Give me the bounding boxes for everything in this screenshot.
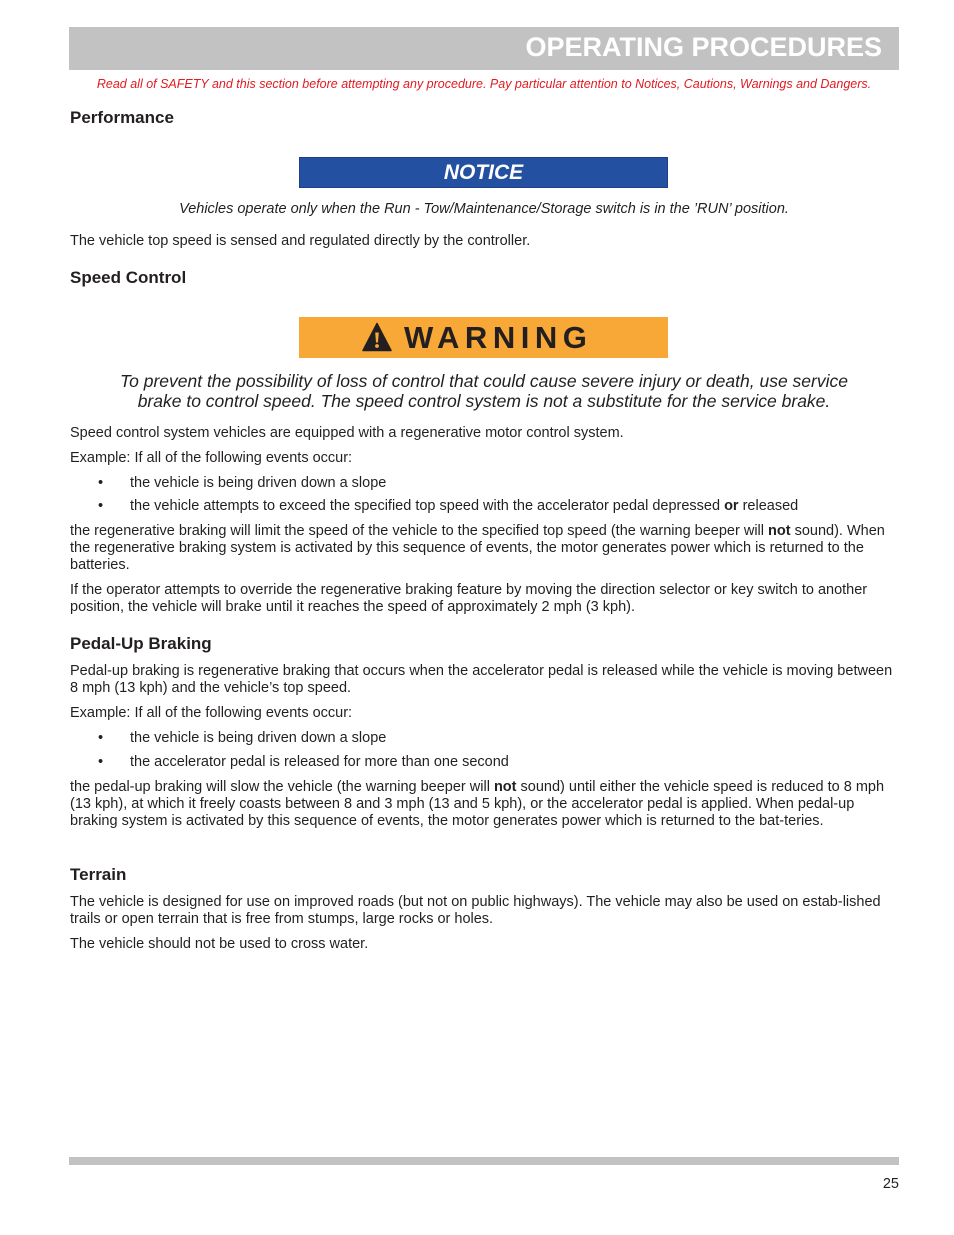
speed-control-p2: Example: If all of the following events occur: — [70, 450, 353, 466]
notice-label: NOTICE — [443, 161, 524, 184]
notice-text: Vehicles operate only when the Run - Tow/Maintenance/Storage switch is in the ’RUN’ position. — [179, 201, 789, 217]
speed-control-p4: If the operator attempts to override the regenerative braking feature by moving the direction selector or key switch to another position, the vehicle will brake until it reaches the speed of approximately 2 mph (3 kph). — [70, 582, 868, 615]
terrain-p2: The vehicle should not be used to cross water. — [70, 936, 369, 952]
pedal-up-p2: Example: If all of the following events occur: — [70, 705, 353, 721]
speed-control-p1: Speed control system vehicles are equipped with a regenerative motor control system. — [70, 425, 624, 441]
heading-speed-control: Speed Control — [70, 268, 187, 287]
header-bar — [69, 27, 899, 70]
bullet-icon: • — [98, 754, 104, 770]
bullet-icon: • — [98, 475, 104, 491]
list-item-text: the vehicle attempts to exceed the specified top speed with the accelerator pedal depressed or released — [130, 498, 799, 514]
list-item-text: the accelerator pedal is released for more than one second — [130, 754, 509, 770]
terrain-p1: The vehicle is designed for use on improved roads (but not on public highways). The vehicle may also be used on estab-lished trails or open terrain that is free from stumps, large rocks or holes. — [70, 894, 881, 927]
list-item-text: the vehicle is being driven down a slope — [130, 475, 387, 491]
warning-text-line2: brake to control speed. The speed control system is not a substitute for the service brake. — [137, 391, 831, 411]
pedal-up-p1: Pedal-up braking is regenerative braking that occurs when the accelerator pedal is released while the vehicle is moving between 8 mph (13 kph) and the vehicle’s top speed. — [70, 663, 893, 696]
safety-note: Read all of SAFETY and this section before attempting any procedure. Pay particular attention to Notices, Cautions, Warnings and Dangers. — [96, 77, 872, 91]
pedal-up-p3: the pedal-up braking will slow the vehicle (the warning beeper will not sound) until either the vehicle speed is reduced to 8 mph (13 kph), at which it freely coasts between 8 and 3 mph (13 and 5 kph), or the accelerator pedal is applied. When pedal-up braking system is activated by this sequence of events, the motor generates power which is returned to the bat-teries. — [70, 779, 885, 829]
performance-body: The vehicle top speed is sensed and regulated directly by the controller. — [70, 233, 531, 249]
footer-bar — [69, 1157, 899, 1165]
heading-pedal-up-braking: Pedal-Up Braking — [70, 634, 212, 653]
heading-performance: Performance — [70, 108, 174, 127]
notice-banner — [299, 157, 668, 188]
warning-text — [69, 371, 899, 411]
bullet-icon: • — [98, 498, 104, 514]
heading-terrain: Terrain — [70, 865, 127, 884]
page-number: 25 — [882, 1176, 899, 1192]
page-title: OPERATING PROCEDURES — [525, 32, 882, 62]
warning-triangle-icon — [362, 322, 392, 352]
warning-text-line1: To prevent the possibility of loss of control that could cause severe injury or death, use service — [120, 371, 848, 391]
bullet-icon: • — [98, 730, 104, 746]
warning-label: WARNING — [404, 320, 593, 355]
list-item-text: the vehicle is being driven down a slope — [130, 730, 387, 746]
warning-banner — [299, 317, 668, 358]
speed-control-p3: the regenerative braking will limit the speed of the vehicle to the specified top speed (the warning beeper will not sound). When the regenerative braking system is activated by this sequence of events, the motor generates power which is returned to the batteries. — [70, 523, 885, 573]
